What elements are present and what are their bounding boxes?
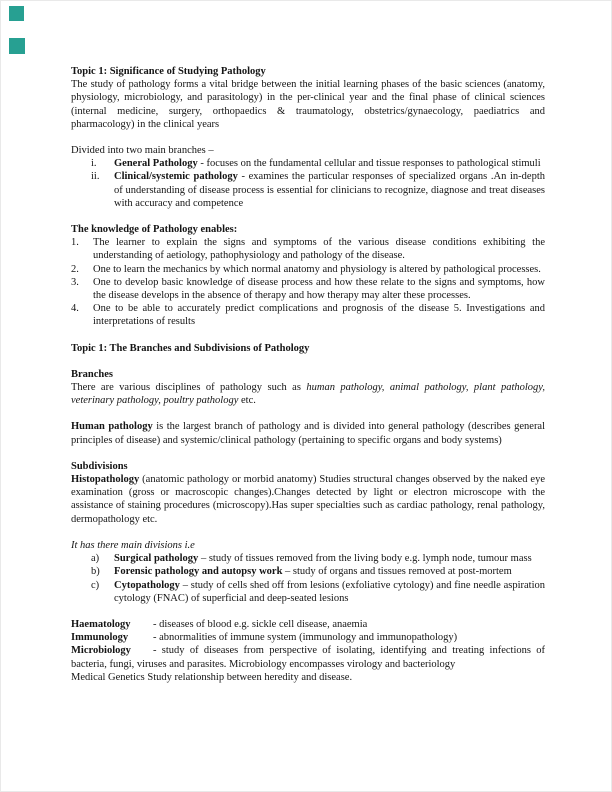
section-heading	[71, 223, 545, 236]
list-item	[71, 276, 545, 302]
text-run: Divided into two main branches –	[71, 145, 214, 157]
list-marker: 1.	[71, 237, 79, 249]
blank-line	[71, 407, 545, 420]
text-run: Medical Genetics Study relationship between heredity and disease.	[71, 671, 353, 683]
list-item-text	[114, 171, 545, 208]
text-run: - examines the particular responses of specialized organs .An in-depth of understanding of disease process is essential for clinicians to recognize, diagnose and treat diseases with accuracy and competence	[114, 171, 546, 209]
list	[71, 552, 545, 605]
blank-line	[71, 447, 545, 460]
section-heading	[71, 368, 545, 381]
term-paragraph	[71, 631, 545, 644]
list-item-text	[93, 237, 545, 261]
text-run: General Pathology	[114, 158, 198, 170]
list-item-text	[114, 553, 532, 564]
text-run: Subdivisions	[71, 460, 128, 472]
text-run: One to be able to accurately predict complications and prognosis of the disease 5. Investigations and interpretations of results	[93, 303, 545, 328]
text-run: is the largest branch of pathology and is divided into general pathology (describes general principles of disease) and systemic/clinical pathology (pertaining to specific organs and body systems)	[71, 421, 546, 446]
text-run: The learner to explain the signs and symptoms of the various disease conditions exhibiting the understanding of aetiology, pathophysiology and pathology of the disease.	[93, 237, 545, 262]
text-run: The knowledge of Pathology enables:	[71, 224, 238, 236]
paragraph	[71, 78, 545, 131]
document-content	[71, 65, 545, 684]
paragraph	[71, 539, 545, 552]
text-run: One to develop basic knowledge of disease process and how these relate to the signs and symptoms, how the disease develops in the absence of therapy and how therapy may alter these processes.	[93, 276, 545, 302]
text-run: - study of diseases from perspective of isolating, identifying and treating infections of bacteria, fungi, viruses and parasites. Microbiology encompasses virology and bacteriology	[71, 645, 545, 670]
teal-square-top-icon	[9, 6, 24, 21]
text-run: - focuses on the fundamental cellular and tissue responses to pathological stimuli	[197, 158, 541, 170]
text-run: Histopathology	[71, 474, 140, 486]
paragraph	[71, 420, 545, 446]
list-item-text	[93, 277, 545, 301]
text-run: human pathology, animal pathology, plant pathology, veterinary pathology, poultry pathology	[71, 382, 545, 407]
text-run: Surgical pathology	[114, 553, 199, 565]
paragraph	[71, 144, 545, 157]
text-run: One to learn the mechanics by which normal anatomy and physiology is altered by pathological processes.	[93, 263, 541, 275]
list-item-text	[93, 264, 541, 275]
list-item	[71, 263, 545, 276]
teal-square-second-icon	[9, 38, 25, 54]
blank-line	[71, 355, 545, 368]
term-paragraph	[71, 644, 545, 670]
text-run: Topic 1: Significance of Studying Pathology	[71, 66, 266, 77]
text-run: (anatomic pathology or morbid anatomy) Studies structural changes observed by the naked eye examination (gross or macroscopic changes).Changes detected by light or electron microscope with the assistance of staining procedures (microscopy).Has super specialties such as cardiac pathology, renal pathology, dermopathology etc.	[71, 474, 545, 525]
text-run: Branches	[71, 368, 113, 380]
blank-line	[71, 210, 545, 223]
text-run: Topic 1: The Branches and Subdivisions of Pathology	[71, 342, 310, 354]
section-heading	[71, 65, 545, 78]
section-heading	[71, 342, 545, 355]
paragraph	[71, 671, 545, 684]
section-heading	[71, 460, 545, 473]
text-run: The study of pathology forms a vital bridge between the initial learning phases of the basic sciences (anatomy, physiology, microbiology, and parasitology) in the per-clinical year and the final phase of clinical sciences (internal medicine, surgery, orthopaedics & traumatology, obstetrics/gynaecology, paediatrics and pharmacology) in the clinical years	[71, 79, 545, 130]
list-item	[71, 170, 545, 210]
text-run: Cytopathology	[114, 579, 180, 591]
text-run: - abnormalities of immune system (immunology and immunopathology)	[153, 632, 458, 644]
list-marker: b)	[91, 566, 100, 578]
list-item-text	[93, 303, 545, 327]
list-item-text	[114, 566, 512, 577]
text-run: - diseases of blood e.g. sickle cell disease, anaemia	[153, 618, 368, 630]
list-item-text	[114, 580, 545, 604]
term-label: Microbiology	[71, 645, 131, 657]
text-run: Forensic pathology and autopsy work	[114, 566, 283, 578]
list-marker: 4.	[71, 303, 79, 315]
list-marker: a)	[91, 553, 100, 565]
term-label: Haematology	[71, 618, 131, 630]
list-item	[71, 236, 545, 262]
list	[71, 157, 545, 210]
list-marker: 3.	[71, 276, 79, 288]
list-item	[71, 302, 545, 328]
text-run: Human pathology	[71, 421, 153, 433]
blank-line	[71, 526, 545, 539]
text-run: etc.	[238, 395, 256, 407]
list-marker: 2.	[71, 263, 79, 275]
list-marker: ii.	[91, 171, 100, 183]
term-paragraph	[71, 618, 545, 631]
list-marker: i.	[91, 158, 97, 170]
text-run: – study of organs and tissues removed at post-mortem	[282, 566, 512, 578]
list-item-text	[114, 158, 541, 169]
list-item	[71, 579, 545, 605]
list-item	[71, 157, 545, 170]
text-run: It has there main divisions i.e	[71, 539, 195, 551]
blank-line	[71, 605, 545, 618]
list-marker: c)	[91, 579, 100, 591]
paragraph	[71, 381, 545, 407]
term-label: Immunology	[71, 632, 129, 644]
list-item	[71, 552, 545, 565]
text-run: – study of tissues removed from the living body e.g. lymph node, tumour mass	[198, 553, 532, 565]
list-item	[71, 565, 545, 578]
text-run: Clinical/systemic pathology	[114, 171, 238, 183]
text-run: There are various disciplines of pathology such as	[71, 382, 307, 394]
text-run: – study of cells shed off from lesions (exfoliative cytology) and fine needle aspiration cytology (FNAC) of superficial and deep-seated lesions	[114, 579, 545, 604]
blank-line	[71, 131, 545, 144]
blank-line	[71, 329, 545, 342]
list	[71, 236, 545, 328]
paragraph	[71, 473, 545, 526]
